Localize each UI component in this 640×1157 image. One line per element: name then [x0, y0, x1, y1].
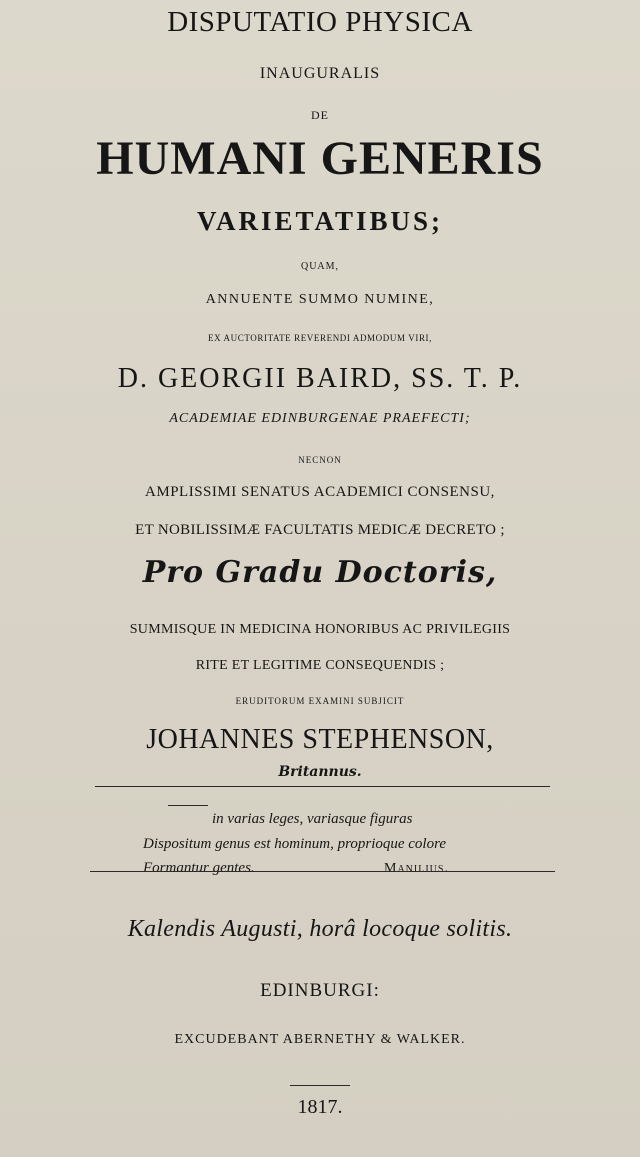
title-inauguralis: INAUGURALIS	[259, 65, 381, 82]
imprint-year: 1817.	[297, 1096, 343, 1118]
epigraph-line1: in varias leges, variasque figuras	[212, 811, 413, 827]
title-varietatibus: VARIETATIBUS;	[196, 206, 444, 236]
text-academiae: ACADEMIAE EDINBURGENAE PRAEFECTI;	[169, 411, 471, 426]
title-humani-generis: HUMANI GENERIS	[96, 132, 544, 185]
text-summisque: SUMMISQUE IN MEDICINA HONORIBUS AC PRIVILEGIIS	[129, 622, 511, 637]
title-disputatio: DISPUTATIO PHYSICA	[167, 6, 473, 38]
imprint-place: EDINBURGI:	[260, 980, 380, 1001]
text-quam: QUAM,	[300, 261, 340, 272]
text-nobilissimae: ET NOBILISSIMÆ FACULTATIS MEDICÆ DECRETO ;	[135, 522, 505, 538]
text-rite-et-legitime: RITE ET LEGITIME CONSEQUENDIS ;	[195, 658, 445, 673]
year-rule	[290, 1085, 350, 1086]
author-nationality: Britannus.	[278, 764, 362, 780]
epigraph-top-rule	[95, 786, 550, 787]
text-eruditorum: ERUDITORUM EXAMINI SUBJICIT	[235, 696, 405, 706]
title-de: DE	[311, 108, 329, 122]
text-annuente: ANNUENTE SUMMO NUMINE,	[205, 292, 435, 307]
epigraph-line3: Formantur gentes.	[143, 860, 255, 876]
text-amplissimi: AMPLISSIMI SENATUS ACADEMICI CONSENSU,	[145, 484, 495, 500]
text-necnon: NECNON	[298, 455, 342, 465]
imprint-date-line: Kalendis Augusti, horâ locoque solitis.	[127, 916, 513, 942]
imprint-printer: EXCUDEBANT ABERNETHY & WALKER.	[174, 1032, 466, 1047]
epigraph-line2: Dispositum genus est hominum, proprioque colore	[143, 836, 447, 852]
author-name: JOHANNES STEPHENSON,	[146, 724, 494, 755]
epigraph-dash	[168, 805, 208, 806]
text-ex-auctoritate: EX AUCTORITATE REVERENDI ADMODUM VIRI,	[208, 333, 432, 343]
epigraph-bottom-rule	[90, 871, 555, 872]
epigraph-author: Manilius.	[384, 861, 449, 876]
text-pro-gradu-doctoris: Pro Gradu Doctoris,	[142, 555, 498, 590]
text-georgii-baird: D. GEORGII BAIRD, SS. T. P.	[117, 363, 523, 394]
